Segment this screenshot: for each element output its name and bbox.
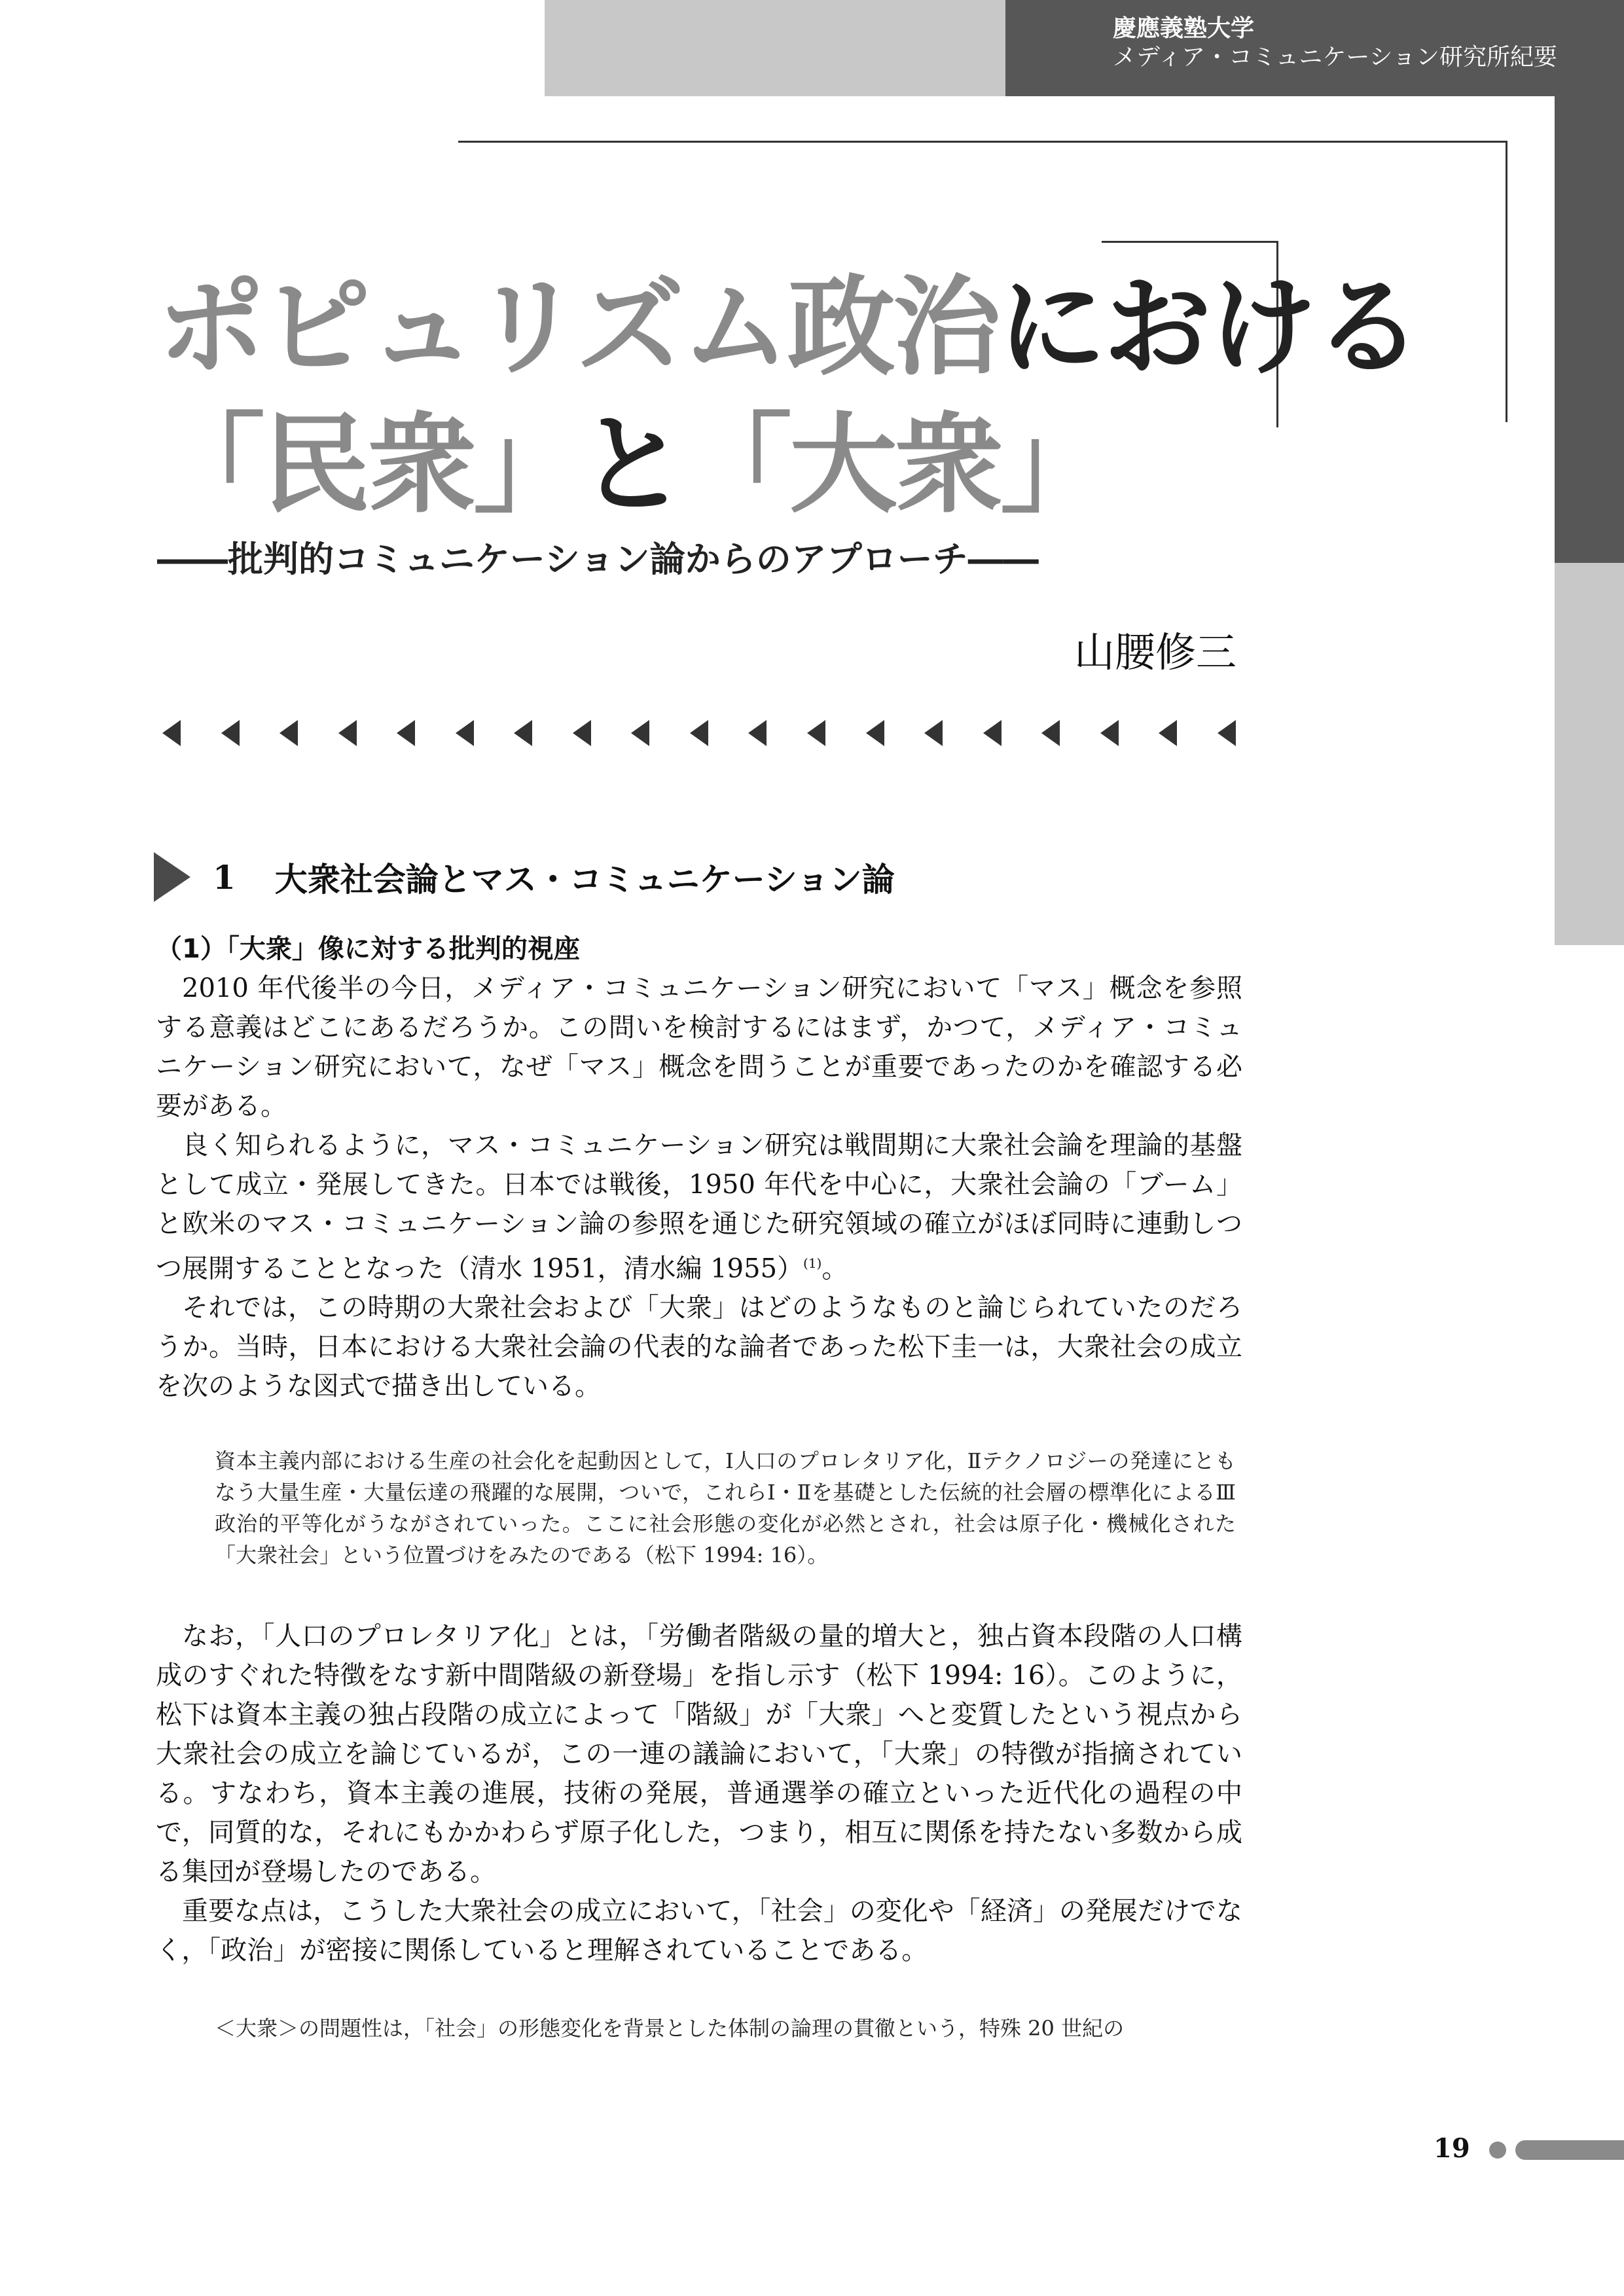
- triangle-icon: [748, 720, 767, 746]
- triangle-icon: [514, 720, 532, 746]
- title-part: 「民衆」: [157, 402, 579, 528]
- triangle-icon: [573, 720, 591, 746]
- triangle-icon: [807, 720, 825, 746]
- title-part: と: [579, 402, 684, 528]
- title-part: における: [998, 264, 1420, 390]
- triangle-icon: [924, 720, 943, 746]
- paragraph: なお，「人口のプロレタリア化」とは，「労働者階級の量的増大と，独占資本段階の人口構成のすぐれた特徴をなす新中間階級の新登場」を指し示す（松下 1994: 16）。このように，松下は資本主義の独占段階の成立によって「階級」が「大衆」へと変質したという視点から大衆社会の成立を論じているが，この一連の議論において，「大衆」の特徴が指摘されている。すなわち，資本主義の進展，技術の発展，普通選挙の確立といった近代化の過程の中で，同質的な，それにもかかわらず原子化した，つまり，相互に関係を持たない多数から成る集団が登場したのである。: [156, 1621, 1242, 1887]
- article-title-line1: [157, 262, 1420, 393]
- paragraph: 2010 年代後半の今日，メディア・コミュニケーション研究において「マス」概念を参照する意義はどこにあるだろうか。この問いを検討するにはまず，かつて，メディア・コミュニケーション研究において，なぜ「マス」概念を問うことが重要であったのかを確認する必要がある。: [156, 973, 1242, 1121]
- triangle-icon: [631, 720, 649, 746]
- frame-rule-right: [1506, 141, 1507, 422]
- triangle-icon: [1041, 720, 1060, 746]
- article-subtitle: ――批判的コミュニケーション論からのアプローチ――: [157, 539, 1039, 580]
- triangle-icon: [1100, 720, 1119, 746]
- side-band-dark: [1555, 96, 1624, 563]
- author-name: 山腰修三: [1074, 628, 1236, 676]
- triangle-icon: [221, 720, 240, 746]
- paragraph-tail: 。: [821, 1253, 848, 1284]
- paragraph: 重要な点は，こうした大衆社会の成立において，「社会」の変化や「経済」の発展だけでなく，「政治」が密接に関係していると理解されていることである。: [156, 1896, 1242, 1965]
- header-band-light: [545, 0, 1005, 96]
- journal-name: メディア・コミュニケーション研究所紀要: [1113, 44, 1557, 71]
- university-name: 慶應義塾大学: [1113, 15, 1255, 42]
- triangle-icon: [1159, 720, 1177, 746]
- triangle-icon: [690, 720, 708, 746]
- footnote-reference: (1): [803, 1255, 822, 1271]
- triangle-icon: [456, 720, 474, 746]
- section-number: 1: [213, 857, 236, 897]
- section-marker-icon: [154, 852, 190, 902]
- journal-header: [1113, 14, 1557, 72]
- subsection-heading: （1）「大衆」像に対する批判的視座: [156, 934, 580, 964]
- body-text-block-1: [156, 969, 1242, 1406]
- decorative-triangle-row: [162, 713, 1236, 753]
- frame-rule-top: [458, 141, 1507, 143]
- block-quote-continued: ＜大衆＞の問題性は，「社会」の形態変化を背景とした体制の論理の貫徹という，特殊 20 世紀の: [215, 2016, 1125, 2041]
- triangle-icon: [983, 720, 1001, 746]
- triangle-icon: [397, 720, 415, 746]
- triangle-icon: [1218, 720, 1236, 746]
- article-title-line2: [157, 399, 1106, 530]
- section-heading: [154, 851, 895, 903]
- page-number: 19: [1434, 2133, 1470, 2164]
- triangle-icon: [280, 720, 298, 746]
- section-title: 大衆社会論とマス・コミュニケーション論: [274, 860, 895, 899]
- frame-rule-inner: [1102, 241, 1278, 243]
- footer-bar: [1515, 2140, 1624, 2160]
- footer-dot: [1489, 2142, 1506, 2159]
- title-part: ポピュリズム政治: [157, 264, 998, 390]
- paragraph-text: 良く知られるように，マス・コミュニケーション研究は戦間期に大衆社会論を理論的基盤として成立・発展してきた。日本では戦後，1950 年代を中心に，大衆社会論の「ブーム」と欧米のマス・コミュニケーション論の参照を通じた研究領域の確立がほぼ同時に連動しつつ展開することとなった（清水 1951，清水編 1955）: [156, 1130, 1242, 1284]
- paragraph: [156, 1126, 1242, 1288]
- triangle-icon: [162, 720, 181, 746]
- triangle-icon: [866, 720, 884, 746]
- block-quote: 資本主義内部における生産の社会化を起動因として，Ⅰ人口のプロレタリア化，Ⅱテクノロジーの発達にともなう大量生産・大量伝達の飛躍的な展開，ついで，これらⅠ・Ⅱを基礎とした伝統的社会層の標準化によるⅢ政治的平等化がうながされていった。ここに社会形態の変化が必然とされ，社会は原子化・機械化された「大衆社会」という位置づけをみたのである（松下 1994: 16）。: [215, 1448, 1236, 1568]
- body-text-block-2: [156, 1617, 1242, 1970]
- triangle-icon: [338, 720, 357, 746]
- side-band-light: [1555, 563, 1624, 945]
- title-part: 「大衆」: [684, 402, 1106, 528]
- paragraph: それでは，この時期の大衆社会および「大衆」はどのようなものと論じられていたのだろうか。当時，日本における大衆社会論の代表的な論者であった松下圭一は，大衆社会の成立を次のような図式で描き出している。: [156, 1293, 1242, 1402]
